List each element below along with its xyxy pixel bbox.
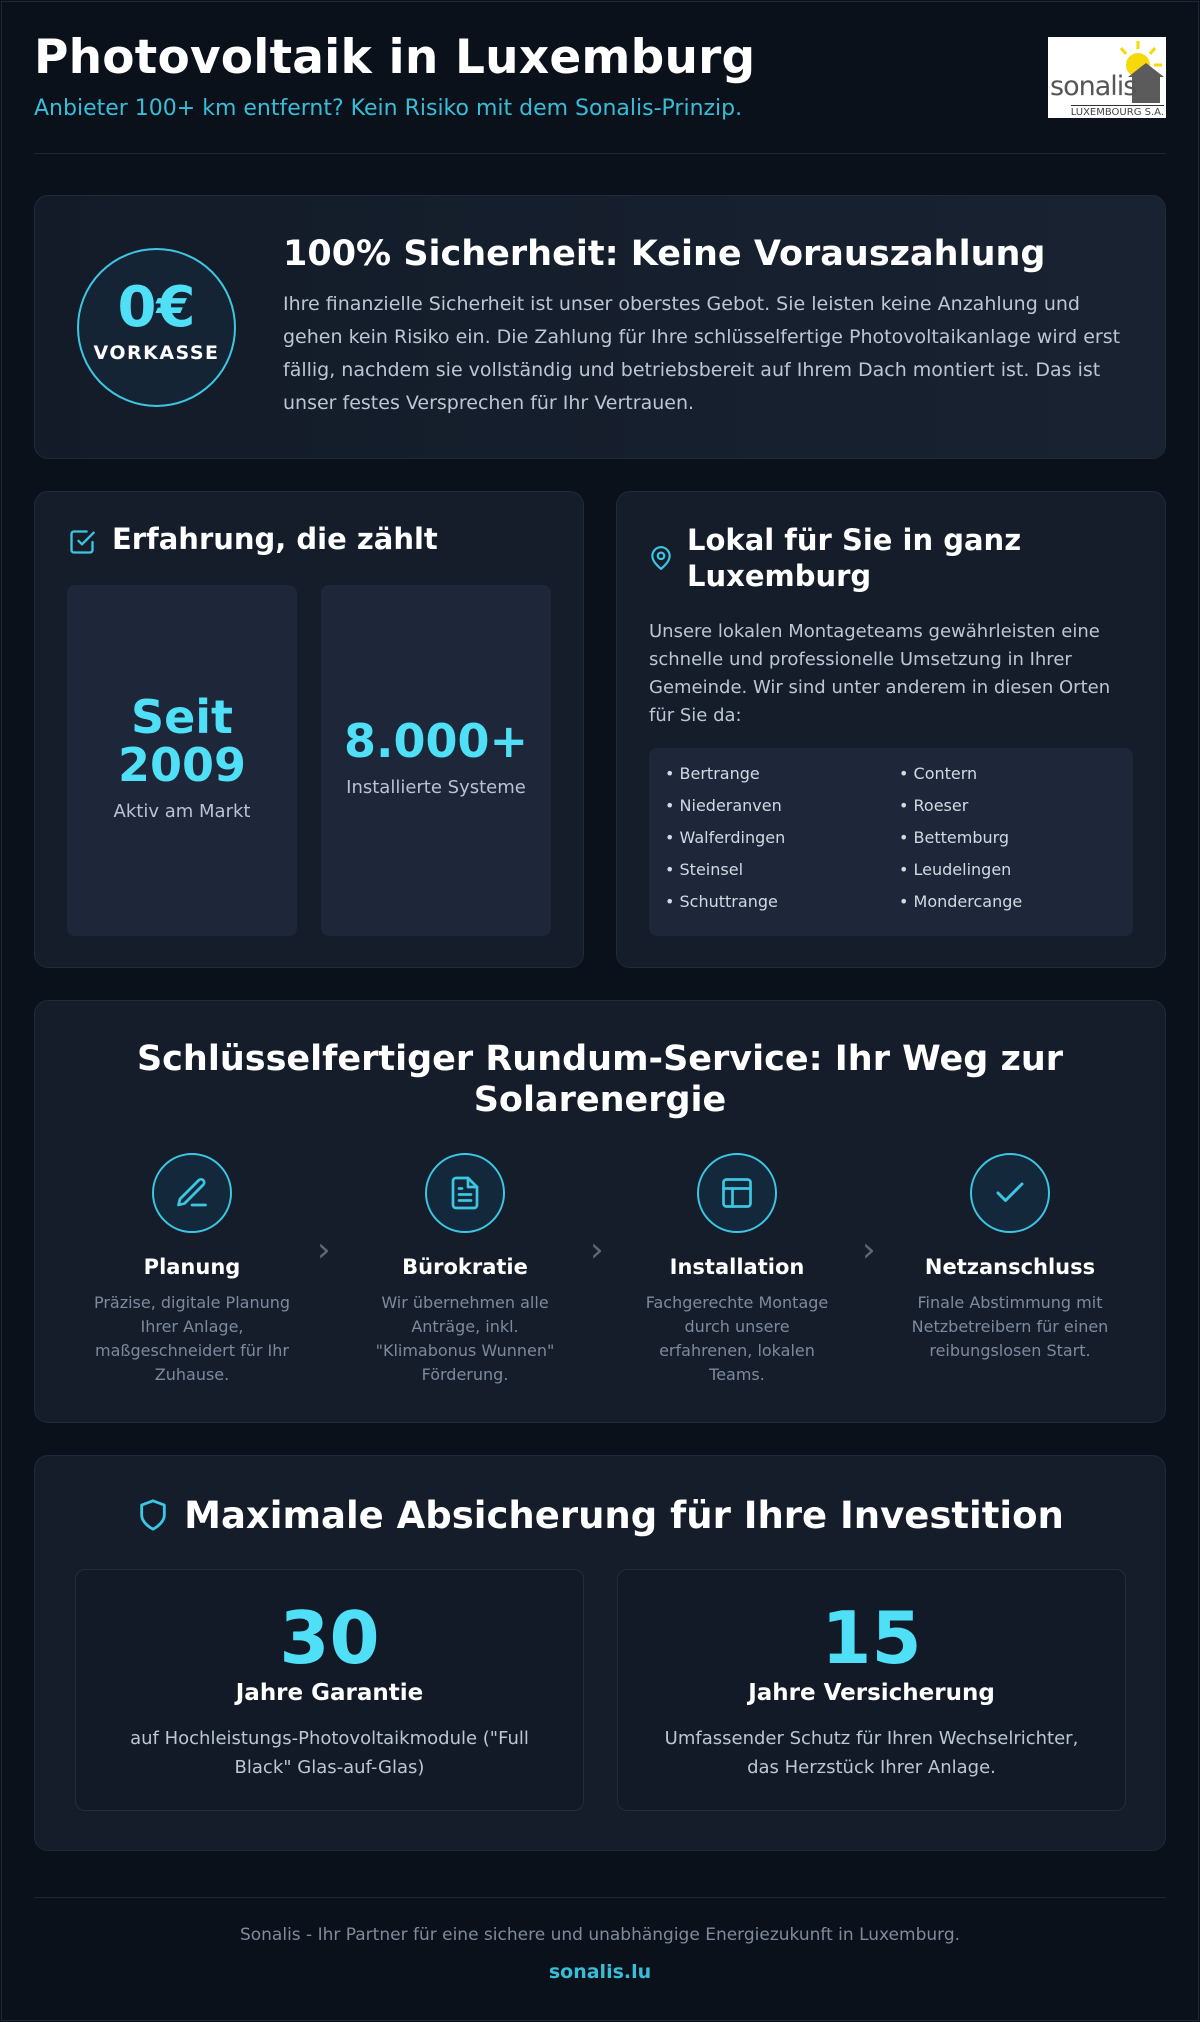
guarantee-title: Jahre Garantie: [235, 1680, 424, 1706]
check-icon: [992, 1175, 1028, 1211]
guarantee-box: [75, 1569, 584, 1811]
chevron-right-icon: ›: [862, 1230, 876, 1270]
sonalis-logo: [1048, 37, 1166, 118]
footer-text: Sonalis - Ihr Partner für eine sichere und unabhängige Energiezukunft in Luxemburg.: [239, 1925, 961, 1945]
shield-icon: [136, 1496, 170, 1534]
logo-subline: LUXEMBOURG S.A.: [1070, 107, 1164, 118]
page-title: Photovoltaik in Luxemburg: [34, 30, 756, 85]
website-link[interactable]: sonalis.lu: [548, 1961, 652, 1983]
local-title: Lokal für Sie in ganz Luxemburg: [687, 523, 1022, 593]
stat-installations: [321, 585, 551, 936]
stat-installations-label: Installierte Systeme: [346, 777, 526, 798]
service-card: [34, 1000, 1166, 1423]
place-item: • Leudelingen: [899, 860, 1012, 879]
security-title: 100% Sicherheit: Keine Vorauszahlung: [283, 234, 1046, 274]
step-text: Finale Abstimmung mit Netzbetreibern für einen reibungslosen Start.: [911, 1293, 1109, 1360]
step-icon-circle: [425, 1153, 505, 1233]
insurance-number: 15: [821, 1596, 922, 1680]
step-buerokratie: [360, 1153, 570, 1387]
stat-since-label: Aktiv am Markt: [113, 801, 251, 822]
step-icon-circle: [697, 1153, 777, 1233]
place-item: • Niederanven: [665, 796, 782, 815]
badge-label: VORKASSE: [93, 342, 220, 364]
place-item: • Mondercange: [899, 892, 1023, 911]
checkbox-icon: [68, 528, 96, 556]
step-text: Fachgerechte Montage durch unsere erfahrenen, lokalen Teams.: [645, 1293, 829, 1384]
local-text: Unsere lokalen Montageteams gewährleisten eine schnelle und professionelle Umsetzung in Ihrer Gemeinde. Wir sind unter anderem in diesen Orten für Sie da:: [649, 621, 1111, 726]
local-card: [616, 491, 1166, 968]
protection-heading: [35, 1494, 1165, 1537]
step-icon-circle: [970, 1153, 1050, 1233]
insurance-text: Umfassender Schutz für Ihren Wechselrichter, das Herzstück Ihrer Anlage.: [664, 1728, 1079, 1778]
pencil-icon: [174, 1175, 210, 1211]
security-text: Ihre finanzielle Sicherheit ist unser oberstes Gebot. Sie leisten keine Anzahlung und gehen kein Risiko ein. Die Zahlung für Ihre schlüsselfertige Photovoltaikanlage wird erst fällig, nachdem sie vollständig und betriebsbereit auf Ihrem Dach montiert ist. Das ist unser festes Versprechen für Ihr Vertrauen.: [283, 293, 1121, 414]
place-item: • Bertrange: [665, 764, 760, 783]
chevron-right-icon: ›: [590, 1230, 604, 1270]
step-text: Wir übernehmen alle Anträge, inkl. "Klimabonus Wunnen" Förderung.: [375, 1293, 555, 1384]
places-list: [649, 748, 1133, 936]
place-item: • Contern: [899, 764, 978, 783]
protection-card: [34, 1455, 1166, 1851]
stat-since-line2: 2009: [117, 738, 247, 792]
step-title: Installation: [669, 1255, 805, 1279]
badge-value: 0€: [117, 275, 196, 340]
insurance-title: Jahre Versicherung: [748, 1680, 995, 1706]
stat-installations-value: 8.000+: [343, 714, 529, 768]
protection-title: Maximale Absicherung für Ihre Investition: [184, 1494, 1064, 1537]
place-item: • Bettemburg: [899, 828, 1010, 847]
stat-since-line1: Seit: [130, 690, 234, 744]
experience-title: Erfahrung, die zählt: [112, 522, 438, 556]
experience-card: [34, 491, 584, 968]
step-planung: [87, 1153, 297, 1387]
page-subtitle: Anbieter 100+ km entfernt? Kein Risiko mit dem Sonalis-Prinzip.: [34, 96, 743, 121]
guarantee-number: 30: [279, 1596, 380, 1680]
zero-prepayment-badge: [77, 248, 236, 407]
page-header: [34, 28, 1166, 154]
page-footer: [34, 1897, 1166, 2007]
guarantee-text: auf Hochleistungs-Photovoltaikmodule ("Full Black" Glas-auf-Glas): [130, 1728, 529, 1778]
document-icon: [447, 1175, 483, 1211]
step-title: Planung: [143, 1255, 241, 1279]
security-card: [34, 195, 1166, 459]
step-installation: [632, 1153, 842, 1387]
map-pin-icon: [648, 544, 674, 572]
chevron-right-icon: ›: [317, 1230, 331, 1270]
place-item: • Steinsel: [665, 860, 744, 879]
step-icon-circle: [152, 1153, 232, 1233]
place-item: • Roeser: [899, 796, 969, 815]
step-title: Netzanschluss: [924, 1255, 1096, 1279]
stat-since: [67, 585, 297, 936]
service-title: Schlüsselfertiger Rundum-Service: Ihr Weg zur Solarenergie: [136, 1039, 1064, 1120]
step-netzanschluss: [905, 1153, 1115, 1363]
insurance-box: [617, 1569, 1126, 1811]
layout-icon: [719, 1175, 755, 1211]
step-text: Präzise, digitale Planung Ihrer Anlage, maßgeschneidert für Ihr Zuhause.: [93, 1293, 291, 1384]
logo-wordmark: sonalis: [1050, 71, 1137, 102]
place-item: • Walferdingen: [665, 828, 786, 847]
step-title: Bürokratie: [402, 1255, 528, 1279]
place-item: • Schuttrange: [665, 892, 778, 911]
